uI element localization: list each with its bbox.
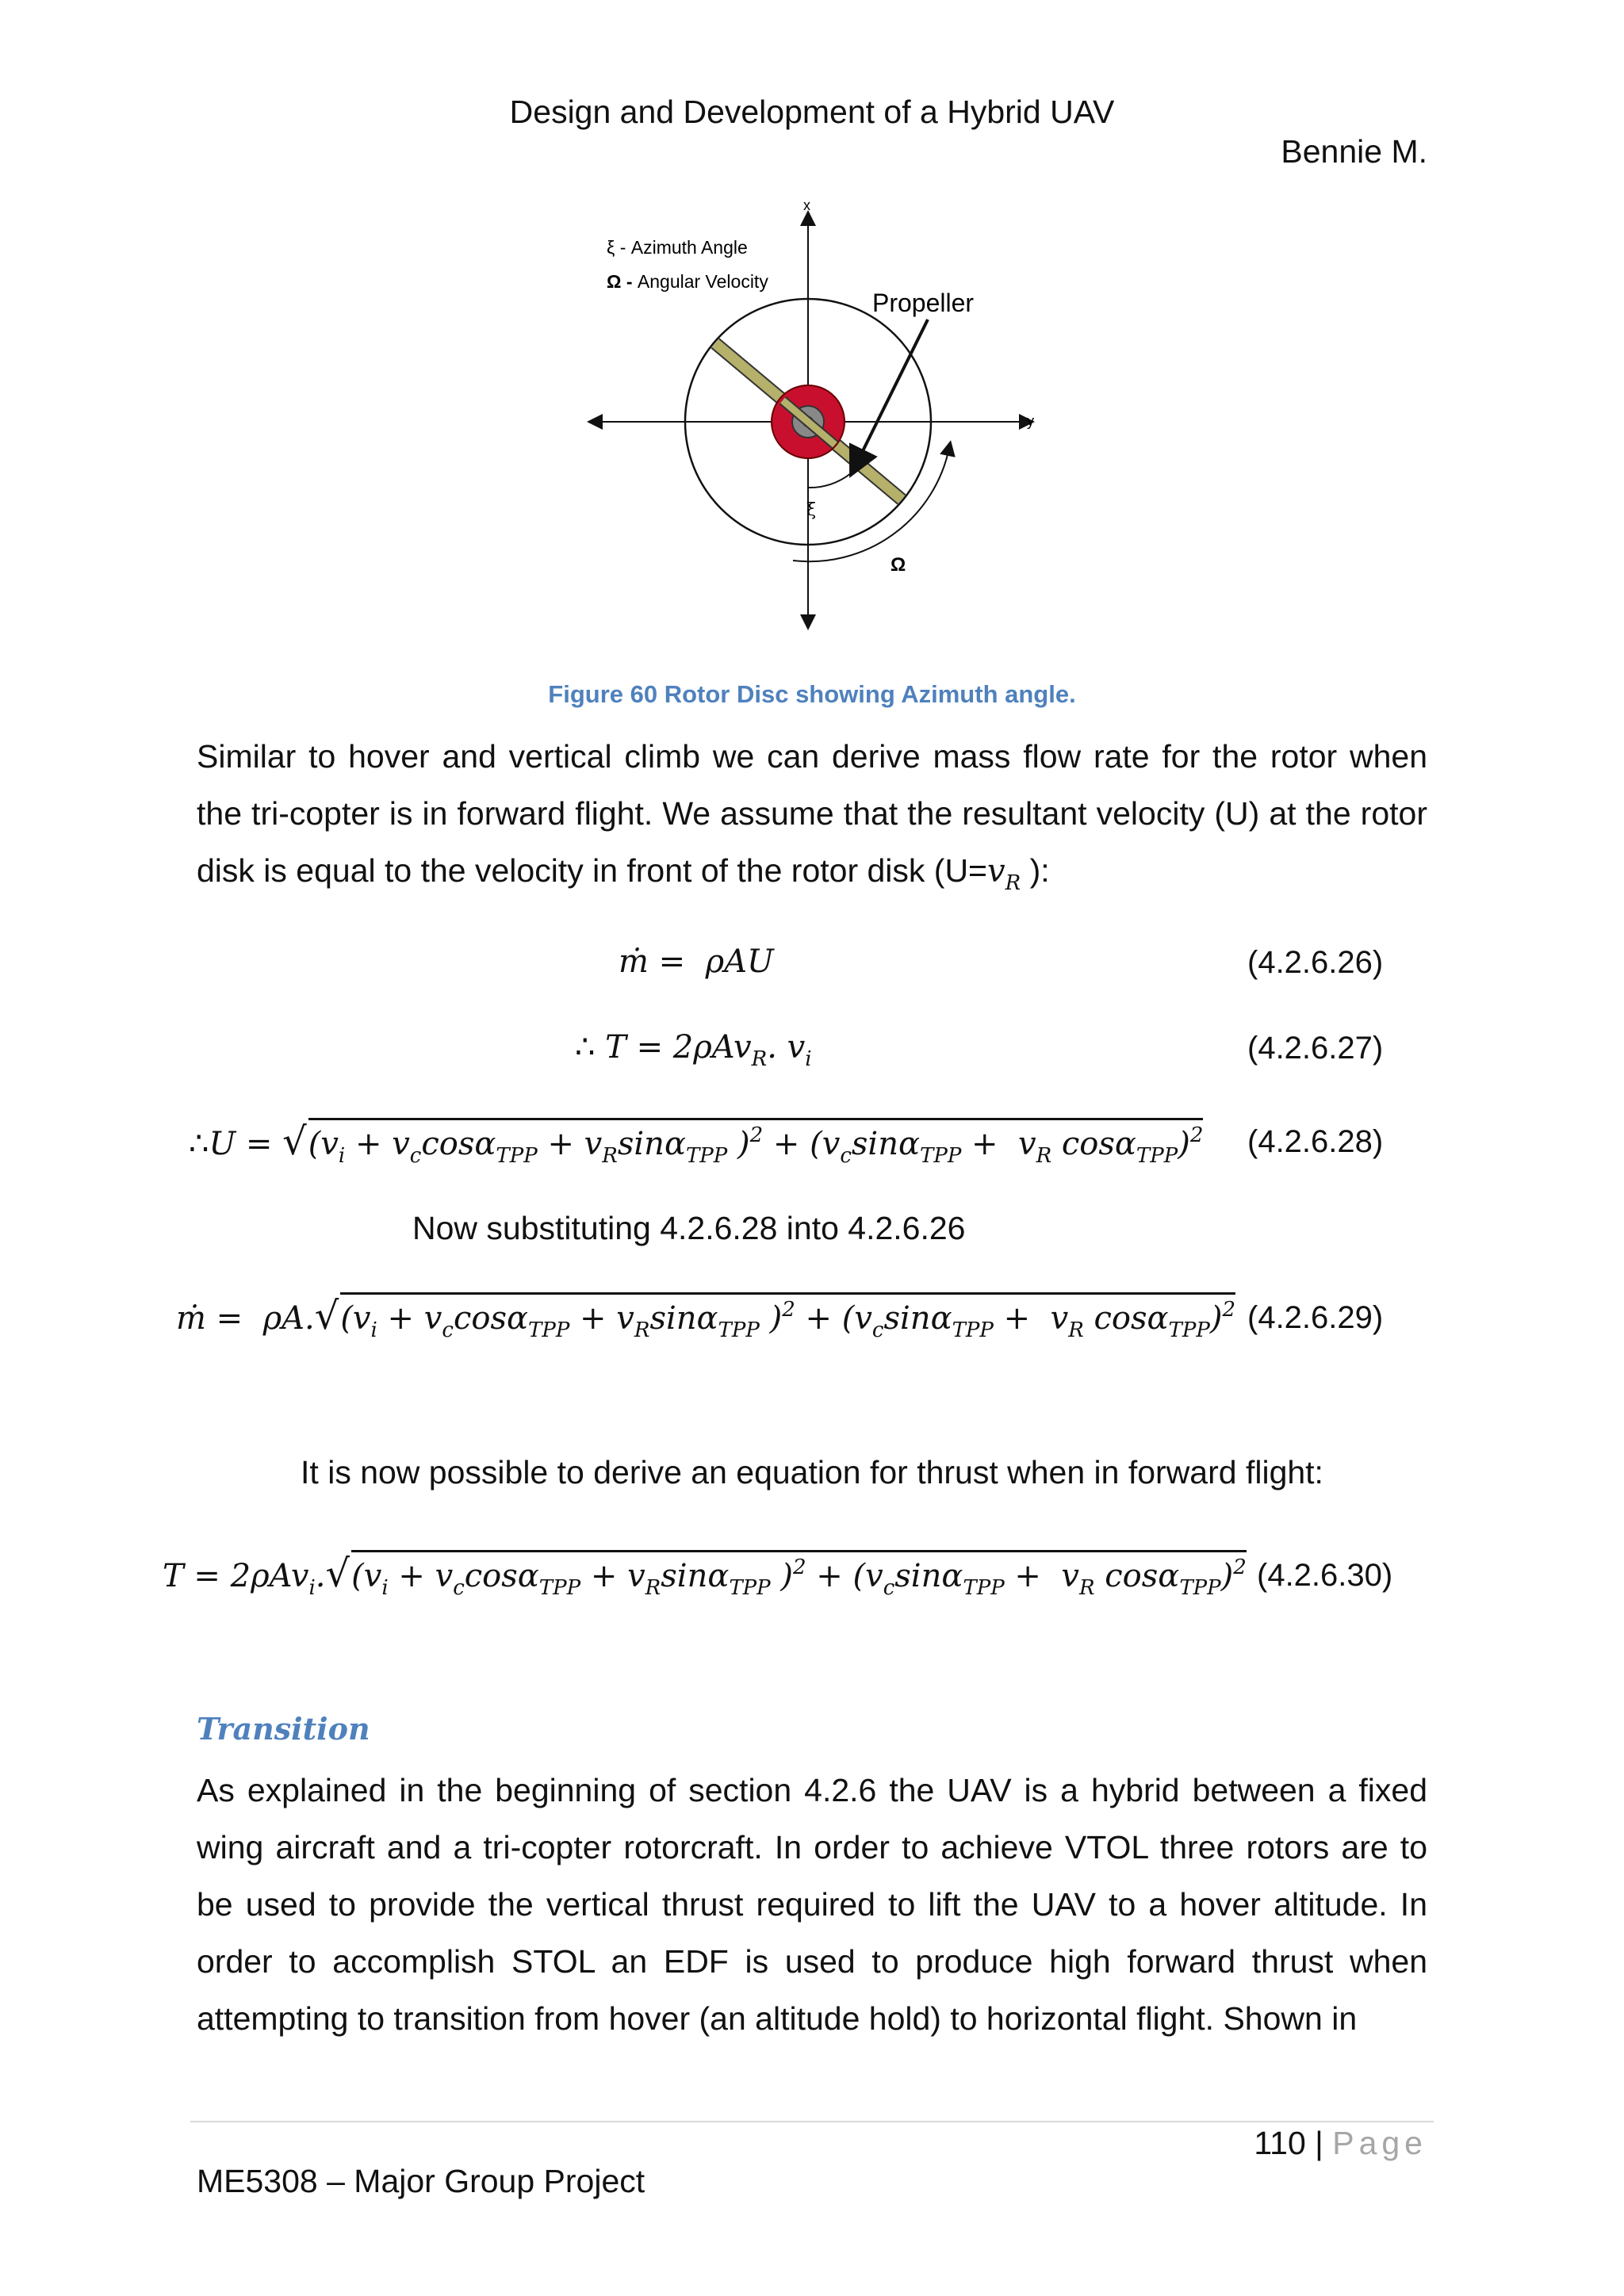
page-number: 110 | Page [1254,2125,1427,2161]
equation-number-29: (4.2.6.29) [1247,1300,1384,1335]
derive-text: It is now possible to derive an equation for thrust when in forward flight: [301,1454,1323,1490]
propeller-pointer [856,320,928,464]
equation-number-28: (4.2.6.28) [1247,1124,1384,1159]
axis-y-label: y [1027,413,1034,429]
equation-4-2-6-26: ṁ = ρAU [619,943,774,980]
paragraph-transition: As explained in the beginning of section 4.2.6 the UAV is a hybrid between a fixed wing aircraft and a tri-copter rotorcraft. In order to achieve VTOL three rotors are to be used to provide the vertical thrust required to lift the UAV to a hover altitude. In order to accomplish STOL an EDF is used to produce high forward thrust when attempting to transition from hover (an altitude hold) to horizontal flight. Shown in [197,1772,1427,2037]
footer-divider [190,2121,1434,2122]
header-title: Design and Development of a Hybrid UAV [509,94,1115,130]
azimuth-label: ξ [806,500,817,520]
equation-4-2-6-27: ∴ T = 2ρAv$_R$. $v_i$ [575,1029,812,1071]
equation-number-27: (4.2.6.27) [1247,1031,1384,1066]
equation-4-2-6-29: ṁ = $\rho A.√(v_i + v_c\cos\alpha_{TPP} + v_R\sin\alpha_{TPP}$ )$^2 + (v_c\sin\alpha_{TPP} + v_R$ cosα$_{TPP}$)$^2$ [176,1294,1236,1342]
header-author: Bennie M. [1281,133,1427,170]
equation-number-30: (4.2.6.30) [1257,1558,1393,1593]
page-word: Page [1332,2125,1427,2161]
figure-caption: Figure 60 Rotor Disc showing Azimuth angle. [548,680,1076,708]
propeller-label: Propeller [872,289,975,317]
legend-angular-velocity: Ω - Angular Velocity [607,271,768,292]
rotor-disc-figure [583,194,1043,638]
paragraph-mass-flow: Similar to hover and vertical climb we can derive mass flow rate for the rotor when the tri-copter is in forward flight. We assume that the resultant velocity (U) at the rotor disk is equal to the velocity in front of the rotor disk ($U=v_R$ ): [197,738,1427,895]
equation-4-2-6-28: ∴U = $√(v_i + v_c\cos\alpha_{TPP} + v_R\sin\alpha_{TPP}$ )$^2 + (v_c\sin\alpha_{TPP} + v_R$ cosα$_{TPP}$)$^2$ [189,1119,1204,1168]
angular-velocity-label: Ω [891,554,906,576]
v-r-symbol: $v_R$ [987,853,1021,895]
footer-course: ME5308 – Major Group Project [197,2163,645,2199]
legend-azimuth: ξ - Azimuth Angle [607,237,748,258]
equation-number-26: (4.2.6.26) [1247,945,1384,980]
section-heading-transition: Transition [197,1711,370,1747]
substituting-text: Now substituting 4.2.6.28 into 4.2.6.26 [412,1210,966,1246]
axis-x-label: x [803,197,810,213]
equation-4-2-6-30: $T = 2\rho Av_i.√(v_i + v_c\cos\alpha_{TPP} + v_R\sin\alpha_{TPP}$ )$^2 + (v_c\sin\alpha_{TPP} + v_R$ cosα$_{TPP}$)$^2$ [163,1552,1247,1600]
azimuth-arc [808,473,851,488]
